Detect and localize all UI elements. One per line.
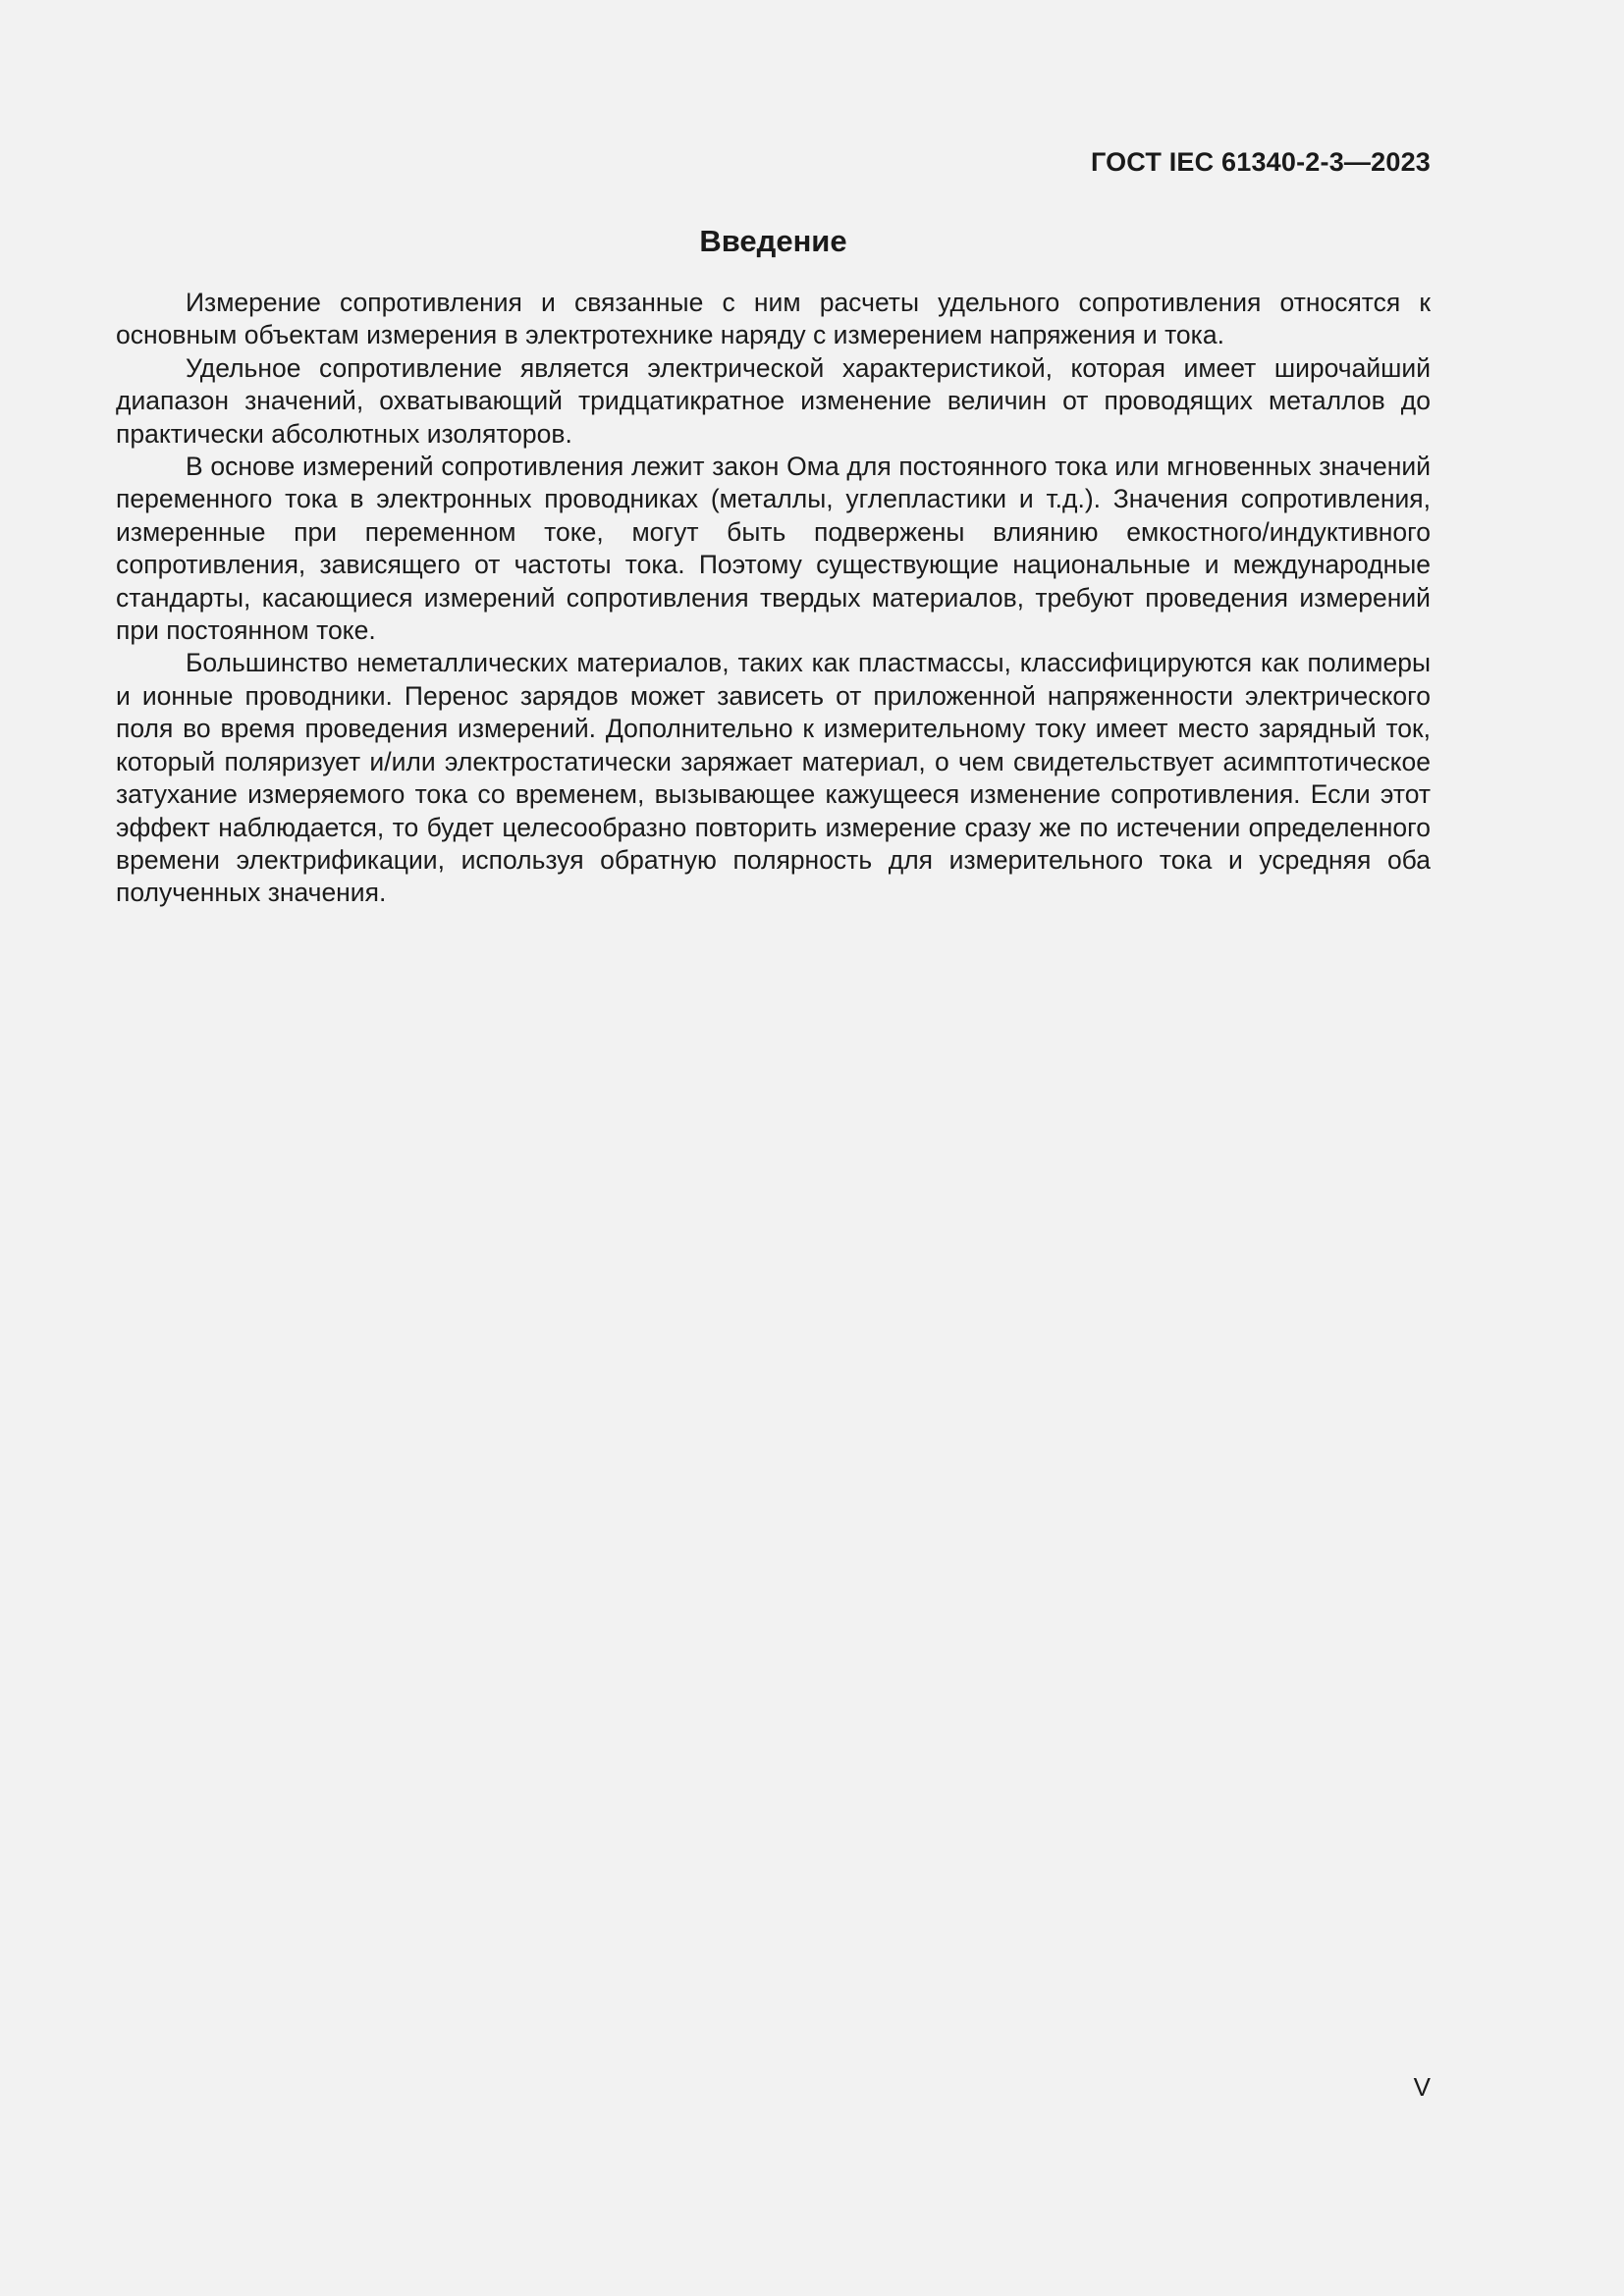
document-code-header: ГОСТ IEC 61340-2-3—2023 [1090, 147, 1431, 177]
section-title: Введение [699, 224, 847, 258]
paragraph: Большинство неметаллических материалов, таких как пластмассы, классифицируются как полимеры и ионные проводники. Перенос зарядов может зависеть от приложенной напряженности электрического поля во время проведения измерений. Дополнительно к измерительному току имеет место зарядный ток, который поляризует и/или электростатически заряжает материал, о чем свидетельствует асимптотическое затухание измеряемого тока со временем, вызывающее кажущееся изменение сопротивления. Если этот эффект наблюдается, то будет целесообразно повторить измерение сразу же по истечении определенного времени электрификации, используя обратную полярность для измерительного тока и усредняя оба полученных значения. [116, 648, 1431, 908]
paragraph: Измерение сопротивления и связанные с ним расчеты удельного сопротивления относятся к основным объектам измерения в электротехнике наряду с измерением напряжения и тока. [116, 288, 1431, 350]
paragraph: В основе измерений сопротивления лежит закон Ома для постоянного тока или мгновенных значений переменного тока в электронных проводниках (металлы, углепластики и т.д.). Значения сопротивления, измеренные при переменном токе, могут быть подвержены влиянию емкостного/индуктивного сопротивления, зависящего от частоты тока. Поэтому существующие национальные и международные стандарты, касающиеся измерений сопротивления твердых материалов, требуют проведения измерений при постоянном токе. [116, 452, 1431, 646]
page-number: V [1413, 2072, 1431, 2102]
section-body [116, 287, 1431, 910]
paragraph: Удельное сопротивление является электрической характеристикой, которая имеет широчайший диапазон значений, охватывающий тридцатикратное изменение величин от проводящих металлов до практически абсолютных изоляторов. [116, 352, 1431, 449]
